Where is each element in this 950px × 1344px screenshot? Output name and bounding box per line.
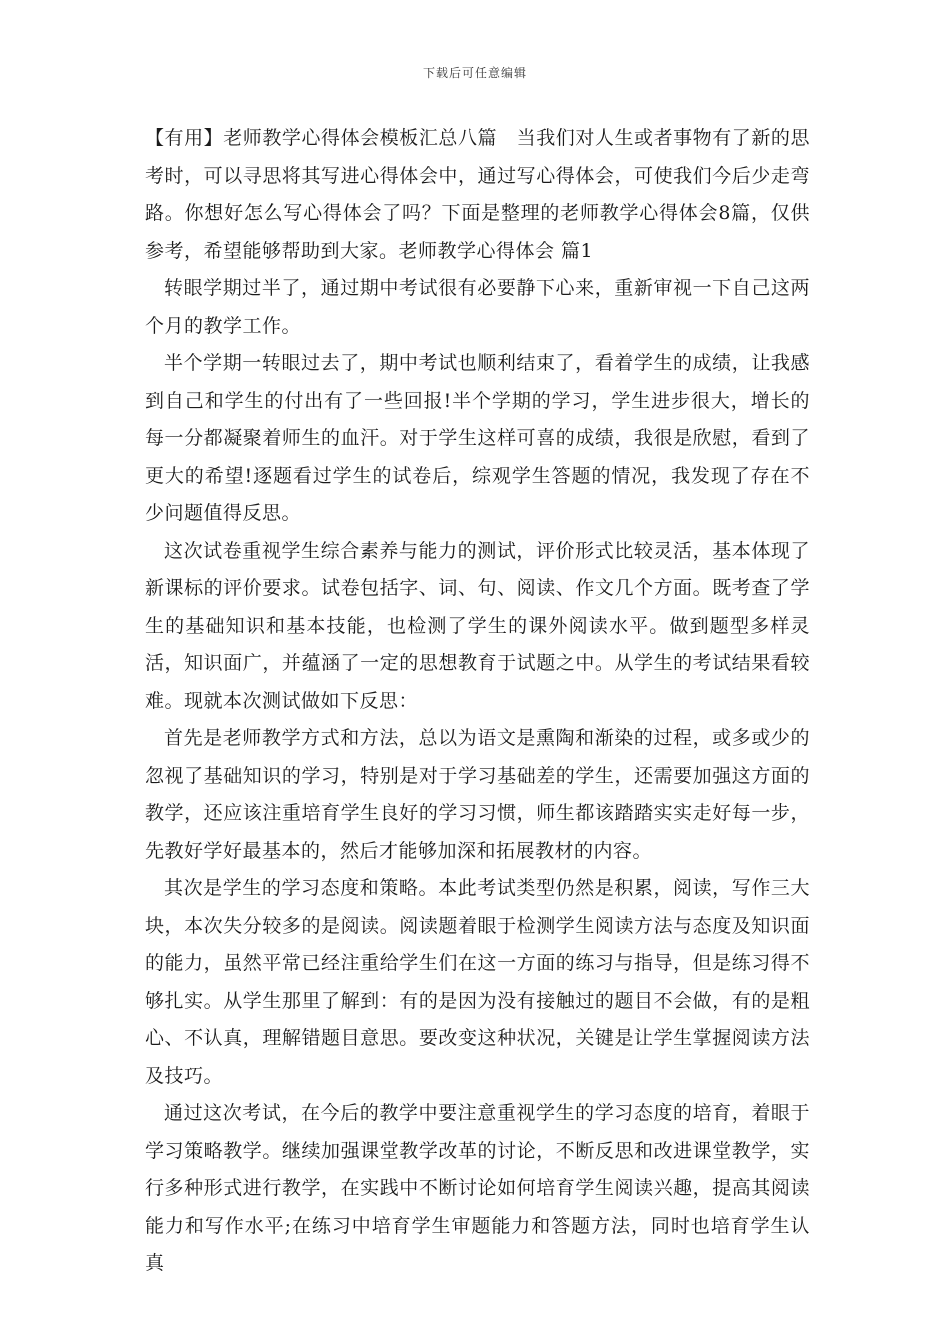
page-header: 下载后可任意编辑 bbox=[422, 66, 527, 80]
body-paragraph-1: 转眼学期过半了，通过期中考试很有必要静下心来，重新审视一下自己这两个月的教学工作。 bbox=[145, 277, 810, 337]
body-paragraph-3: 这次试卷重视学生综合素养与能力的测试，评价形式比较灵活，基本体现了新课标的评价要求。试卷包括字、词、句、阅读、作文几个方面。既考查了学生的基础知识和基本技能，也检测了学生的课外阅读水平。做到题型多样灵活，知识面广，并蕴涵了一定的思想教育于试题之中。从学生的考试结果看较难。现就本次测试做如下反思： bbox=[145, 539, 810, 712]
body-paragraph-2: 半个学期一转眼过去了，期中考试也顺利结束了，看着学生的成绩，让我感到自己和学生的付出有了一些回报!半个学期的学习，学生进步很大，增长的每一分都凝聚着师生的血汗。对于学生这样可喜的成绩，我很是欣慰，看到了更大的希望!逐题看过学生的试卷后，综观学生答题的情况，我发现了存在不少问题值得反思。 bbox=[145, 352, 810, 524]
body-paragraph-5: 其次是学生的学习态度和策略。本此考试类型仍然是积累，阅读，写作三大块，本次失分较多的是阅读。阅读题着眼于检测学生阅读方法与态度及知识面的能力，虽然平常已经注重给学生们在这一方面的练习与指导，但是练习得不够扎实。从学生那里了解到：有的是因为没有接触过的题目不会做，有的是粗心、不认真，理解错题目意思。要改变这种状况，关键是让学生掌握阅读方法及技巧。 bbox=[145, 877, 810, 1087]
body-paragraph-6: 通过这次考试，在今后的教学中要注意重视学生的学习态度的培育，着眼于学习策略教学。继续加强课堂教学改革的讨论，不断反思和改进课堂教学，实行多种形式进行教学，在实践中不断讨论如何培育学生阅读兴趣，提高其阅读能力和写作水平;在练习中培育学生审题能力和答题方法，同时也培育学生认真 bbox=[145, 1102, 810, 1274]
body-paragraph-4: 首先是老师教学方式和方法，总以为语文是熏陶和渐染的过程，或多或少的忽视了基础知识的学习，特别是对于学习基础差的学生，还需要加强这方面的教学，还应该注重培育学生良好的学习习惯，师生都该踏踏实实走好每一步，先教好学好最基本的，然后才能够加深和拓展教材的内容。 bbox=[145, 727, 810, 862]
document-body bbox=[145, 120, 810, 1283]
intro-paragraph: 【有用】老师教学心得体会模板汇总八篇 当我们对人生或者事物有了新的思考时，可以寻思将其写进心得体会中，通过写心得体会，可使我们今后少走弯路。你想好怎么写心得体会了吗？下面是整理的老师教学心得体会8篇，仅供参考，希望能够帮助到大家。老师教学心得体会 篇1 bbox=[145, 127, 810, 262]
